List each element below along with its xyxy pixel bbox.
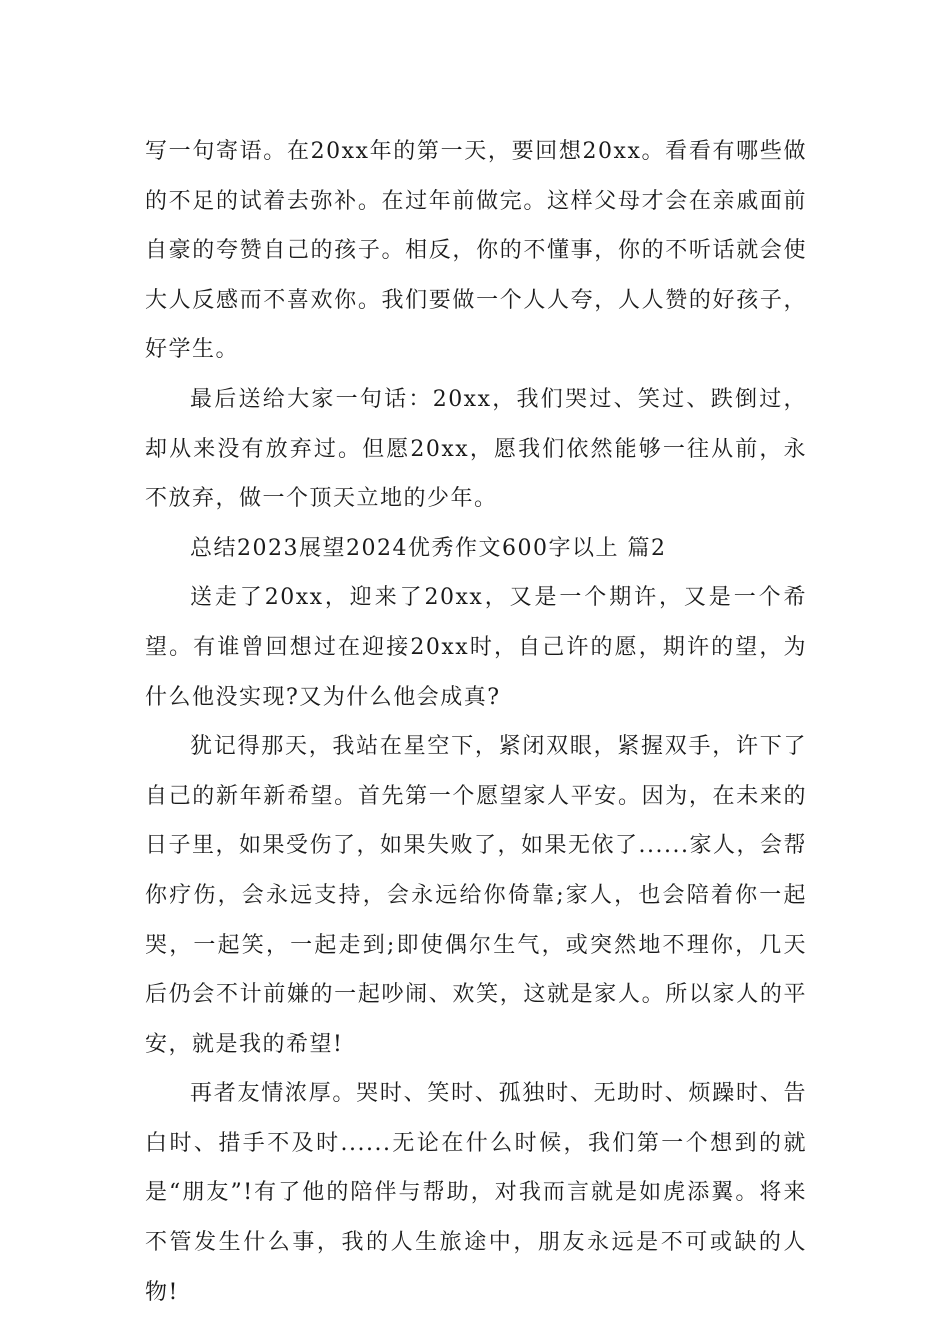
paragraph-family: 犹记得那天，我站在星空下，紧闭双眼，紧握双手，许下了自己的新年新希望。首先第一个愿望家人平安。因为，在未来的日子里，如果受伤了，如果失败了，如果无依了......家人，会帮你疗伤，会永远支持，会永远给你倚靠;家人，也会陪着你一起哭，一起笑，一起走到;即使偶尔生气，或突然地不理你，几天后仍会不计前嫌的一起吵闹、欢笑，这就是家人。所以家人的平安，就是我的希望! [145, 734, 807, 1057]
document-page [145, 127, 807, 1317]
paragraph-closing: 最后送给大家一句话：20xx，我们哭过、笑过、跌倒过，却从来没有放弃过。但愿20xx，愿我们依然能够一往从前，永不放弃，做一个顶天立地的少年。 [145, 386, 807, 512]
section-heading: 总结2023展望2024优秀作文600字以上 篇2 [190, 535, 667, 561]
paragraph-continuation: 写一句寄语。在20xx年的第一天，要回想20xx。看看有哪些做的不足的试着去弥补。在过年前做完。这样父母才会在亲戚面前自豪的夸赞自己的孩子。相反，你的不懂事，你的不听话就会使大人反感而不喜欢你。我们要做一个人人夸，人人赞的好孩子，好学生。 [145, 139, 807, 363]
paragraph-friendship: 再者友情浓厚。哭时、笑时、孤独时、无助时、烦躁时、告白时、措手不及时......无论在什么时候，我们第一个想到的就是“朋友”!有了他的陪伴与帮助，对我而言就是如虎添翼。将来不管发生什么事，我的人生旅途中，朋友永远是不可或缺的人物! [145, 1081, 807, 1305]
paragraph-intro: 送走了20xx，迎来了20xx，又是一个期许，又是一个希望。有谁曾回想过在迎接20xx时，自己许的愿，期许的望，为什么他没实现?又为什么他会成真? [145, 585, 807, 710]
